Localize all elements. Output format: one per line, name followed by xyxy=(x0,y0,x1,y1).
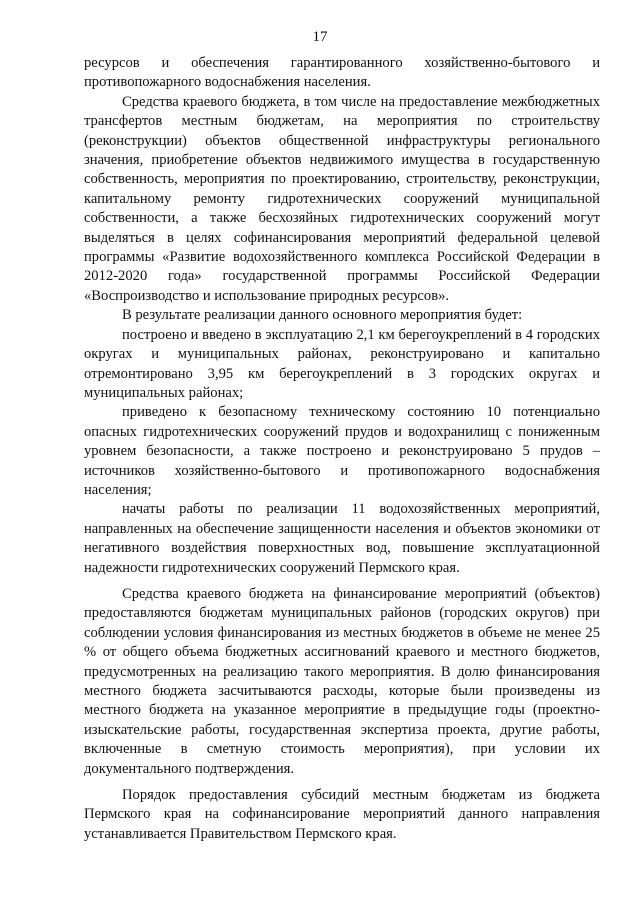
paragraph-result-water-measures: начаты работы по реализации 11 водохозяйственных мероприятий, направленных на обеспечение защищенности населения и объектов экономики от негативного воздействия поверхностных вод, повышение эксплуатационной надежности гидротехнических сооружений Пермского края. xyxy=(84,501,600,576)
page-number: 17 xyxy=(312,29,328,45)
paragraph-result-hydro-structures: приведено к безопасному техническому состоянию 10 потенциально опасных гидротехнических сооружений прудов и водохранилищ с пониженным уровнем безопасности, а также построено и реконструировано 5 прудов – источников хозяйственно-бытового и противопожарного водоснабжения населения; xyxy=(84,404,600,498)
paragraph-cofinancing-conditions: Средства краевого бюджета на финансирование мероприятий (объектов) предоставляются бюджетам муниципальных районов (городских округов) при соблюдении условия финансирования из местных бюджетов в объеме не менее 25 % от общего объема бюджетных ассигнований краевого и местного бюджетов, предусмотренных на реализацию такого мероприятия. В долю финансирования местного бюджета засчитываются расходы, которые были произведены из местного бюджета на указанное мероприятие в предыдущие годы (проектно-изыскательские работы, государственная экспертиза проекта, другие работы, включенные в сметную стоимость мероприятия), при условии их документального подтверждения. xyxy=(84,585,600,777)
paragraph-subsidy-procedure: Порядок предоставления субсидий местным бюджетам из бюджета Пермского края на софинансирование мероприятий данного направления устанавливается Правительством Пермского края. xyxy=(84,787,600,842)
paragraph-continuation: ресурсов и обеспечения гарантированного хозяйственно-бытового и противопожарного водоснабжения населения. xyxy=(84,55,600,91)
paragraph-result-bank-protection: построено и введено в эксплуатацию 2,1 км берегоукреплений в 4 городских округах и муниципальных районах, реконструировано и капитально отремонтировано 3,95 км берегоукреплений в 3 городских округах и муниципальных районах; xyxy=(84,326,600,401)
paragraph-budget-funds: Средства краевого бюджета, в том числе на предоставление межбюджетных трансфертов местным бюджетам, на мероприятия по строительству (реконструкции) объектов общественной инфраструктуры регионального значения, приобретение объектов недвижимого имущества в государственную собственность, мероприятия по проектированию, строительству, реконструкции, капитальному ремонту гидротехнических сооружений муниципальной собственности, а также бесхозяйных гидротехнических сооружений могут выделяться в целях софинансирования мероприятий федеральной целевой программы «Развитие водохозяйственного комплекса Российской Федерации в 2012-2020 года» государственной программы Российской Федерации «Воспроизводство и использование природных ресурсов». xyxy=(84,93,600,304)
document-body xyxy=(84,54,600,844)
paragraph-results-intro: В результате реализации данного основного мероприятия будет: xyxy=(122,307,523,324)
